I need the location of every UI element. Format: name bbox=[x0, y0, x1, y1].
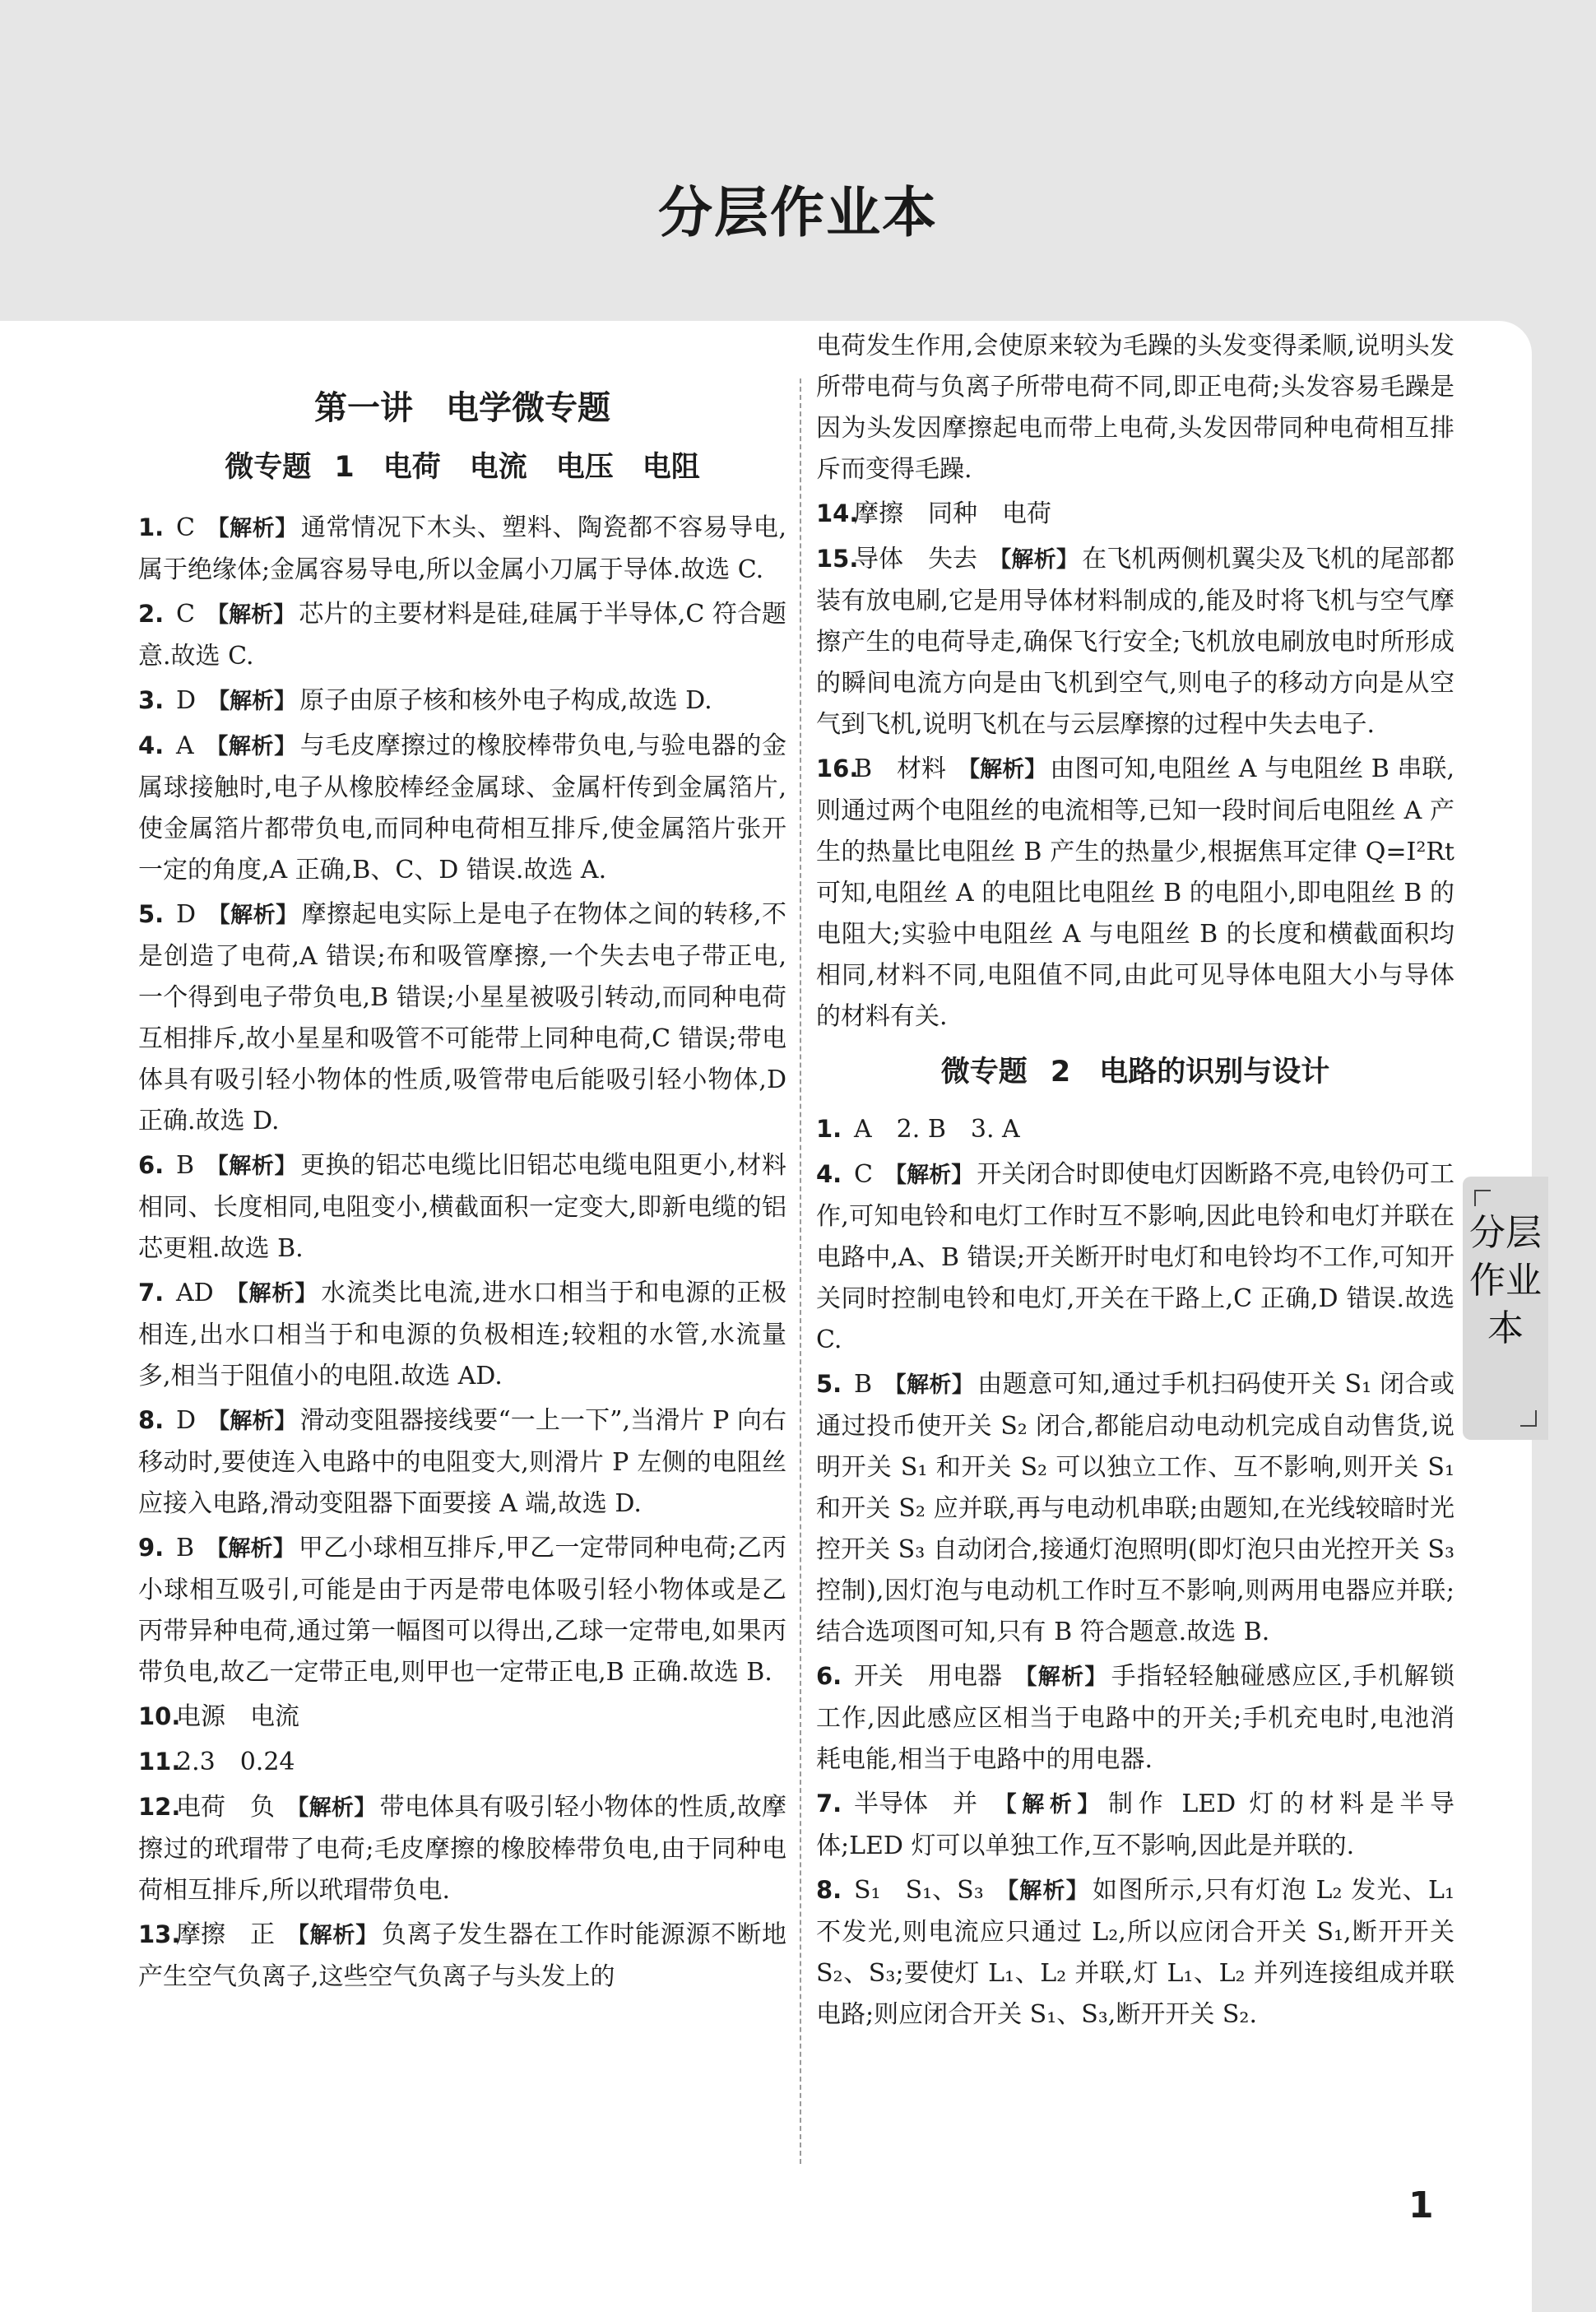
explanation-text: 芯片的主要材料是硅,硅属于半导体,C 符合题意.故选 C. bbox=[138, 600, 787, 671]
answer-value: 2.3 0.24 bbox=[176, 1748, 295, 1776]
explanation-text: 由图可知,电阻丝 A 与电阻丝 B 串联,则通过两个电阻丝的电流相等,已知一段时间后电阻丝 A 产生的热量比电阻丝 B 产生的热量少,根据焦耳定律 Q=I²Rt 可知,电阻丝 A 的电阻比电阻丝 B 的电阻小,即电阻丝 B 的电阻大;实验中电阻丝 A 与电阻丝 B 的长度和横截面积均相同,材料不同,电阻值不同,由此可见导体电阻大小与导体的材料有关. bbox=[816, 754, 1455, 1031]
answer-item bbox=[138, 1741, 786, 1784]
answer-value: A bbox=[176, 731, 194, 760]
item-number: 11. bbox=[138, 1748, 181, 1776]
answer-value: D bbox=[176, 900, 197, 929]
item-number: 16. bbox=[816, 754, 859, 782]
analysis-tag: 【解析】 bbox=[205, 734, 297, 759]
answer-value: C bbox=[176, 600, 195, 629]
answer-item bbox=[138, 725, 786, 891]
explanation-text: 开关闭合时即使电灯因断路不亮,电铃仍可工作,可知电铃和电灯工作时互不影响,因此电铃和电灯并联在电路中,A、B 错误;开关断开时电灯和电铃均不工作,可知开关同时控制电铃和电灯,开关在干路上,C 正确,D 错误.故选 C. bbox=[816, 1160, 1454, 1354]
analysis-tag: 【解析】 bbox=[225, 1281, 318, 1307]
item-number: 5. bbox=[816, 1370, 842, 1398]
item-number: 13. bbox=[138, 1920, 181, 1948]
analysis-tag: 【解析】 bbox=[995, 1878, 1089, 1904]
answer-item bbox=[816, 1154, 1454, 1361]
continued-text: 电荷发生作用,会使原来较为毛躁的头发变得柔顺,说明头发所带电荷与负离子所带电荷不同,即正电荷;头发容易毛躁是因为头发因摩擦起电而带上电荷,头发因带同种电荷相互排斥而变得毛躁. bbox=[816, 332, 1454, 484]
answer-value: B bbox=[176, 1534, 195, 1562]
item-number: 1. bbox=[816, 1115, 842, 1143]
item-number: 4. bbox=[816, 1160, 842, 1188]
bracket-decoration bbox=[1474, 1190, 1491, 1206]
answer-item bbox=[138, 1696, 786, 1739]
analysis-tag: 【解析】 bbox=[206, 602, 296, 628]
explanation-text: 与毛皮摩擦过的橡胶棒带负电,与验电器的金属球接触时,电子从橡胶棒经金属球、金属杆传到金属箔片,使金属箔片都带负电,而同种电荷相互排斥,使金属箔片张开一定的角度,A 正确,B、C、D 错误.故选 A. bbox=[138, 731, 787, 884]
explanation-text: 负离子发生器在工作时能源源不断地产生空气负离子,这些空气负离子与头发上的 bbox=[138, 1920, 786, 1991]
answer-value: C bbox=[176, 513, 195, 542]
answer-item bbox=[816, 748, 1454, 1038]
answer-item bbox=[816, 1108, 1454, 1151]
answer-item bbox=[138, 593, 786, 677]
page-title: 分层作业本 bbox=[658, 181, 938, 244]
item-number: 7. bbox=[816, 1790, 842, 1818]
analysis-tag: 【解析】 bbox=[884, 1163, 974, 1188]
section-side-tab bbox=[1463, 1177, 1548, 1440]
answer-value: 电源 电流 bbox=[176, 1702, 299, 1731]
item-number: 4. bbox=[138, 731, 165, 759]
answer-item bbox=[816, 1869, 1454, 2036]
item-number: 5. bbox=[138, 900, 165, 928]
answer-value: D bbox=[176, 686, 197, 715]
answer-item bbox=[816, 1363, 1454, 1653]
answer-item bbox=[138, 1786, 786, 1911]
answer-item bbox=[138, 1272, 786, 1397]
answer-value: A 2. B 3. A bbox=[854, 1115, 1020, 1144]
answer-value: S₁ S₁、S₃ bbox=[854, 1876, 984, 1905]
explanation-text: 带电体具有吸引轻小物体的性质,故摩擦过的玳瑁带了电荷;毛皮摩擦的橡胶棒带负电,由于同种电荷相互排斥,所以玳瑁带负电. bbox=[138, 1793, 786, 1905]
explanation-text: 滑动变阻器接线要“一上一下”,当滑片 P 向右移动时,要使连入电路中的电阻变大,则滑片 P 左侧的电阻丝应接入电路,滑动变阻器下面要接 A 端,故选 D. bbox=[138, 1406, 787, 1518]
item-number: 6. bbox=[816, 1662, 842, 1690]
analysis-tag: 【解析】 bbox=[206, 1536, 295, 1562]
explanation-text: 手指轻轻触碰感应区,手机解锁工作,因此感应区相当于电路中的开关;手机充电时,电池消耗电能,相当于电路中的用电器. bbox=[816, 1662, 1454, 1774]
answer-value: 开关 用电器 bbox=[854, 1662, 1002, 1691]
analysis-tag: 【解析】 bbox=[206, 1154, 298, 1179]
analysis-tag: 【解析】 bbox=[884, 1372, 975, 1398]
topic-1-title: 微专题 1 电荷 电流 电压 电阻 bbox=[225, 451, 700, 484]
item-number: 8. bbox=[816, 1876, 842, 1904]
topic-2-title: 微专题 2 电路的识别与设计 bbox=[940, 1056, 1330, 1089]
answer-value: 摩擦 正 bbox=[176, 1920, 275, 1949]
item-number: 12. bbox=[138, 1793, 181, 1821]
lecture-title: 第一讲 电学微专题 bbox=[314, 389, 610, 427]
answer-item bbox=[138, 507, 786, 591]
page-number: 1 bbox=[1408, 2184, 1434, 2226]
analysis-tag: 【解析】 bbox=[1014, 1664, 1108, 1690]
explanation-text: 甲乙小球相互排斥,甲乙一定带同种电荷;乙丙小球相互吸引,可能是由于丙是带电体吸引轻小物体或是乙丙带异种电荷,通过第一幅图可以得出,乙球一定带电,如果丙带负电,故乙一定带正电,则甲也一定带正电,B 正确.故选 B. bbox=[138, 1534, 786, 1687]
item-number: 10. bbox=[138, 1702, 181, 1730]
item-number: 14. bbox=[816, 499, 859, 527]
answer-value: B 材料 bbox=[854, 754, 947, 783]
analysis-tag: 【解析】 bbox=[989, 1792, 1106, 1818]
answer-value: C bbox=[854, 1160, 873, 1189]
content-panel bbox=[0, 321, 1532, 2312]
analysis-tag: 【解析】 bbox=[207, 689, 297, 714]
analysis-tag: 【解析】 bbox=[207, 1409, 297, 1434]
answer-value: 半导体 并 bbox=[854, 1790, 977, 1818]
answer-value: B bbox=[176, 1151, 195, 1180]
answer-value: B bbox=[854, 1370, 873, 1399]
answer-item bbox=[816, 493, 1454, 536]
answer-list bbox=[816, 493, 1454, 1038]
answer-value: 导体 失去 bbox=[854, 545, 977, 573]
explanation-text: 制作 LED 灯的材料是半导体;LED 灯可以单独工作,互不影响,因此是并联的. bbox=[816, 1790, 1454, 1860]
answer-item bbox=[816, 1783, 1454, 1867]
answer-value: 电荷 负 bbox=[176, 1793, 275, 1822]
answer-item bbox=[138, 680, 786, 722]
explanation-text: 通常情况下木头、塑料、陶瓷都不容易导电,属于绝缘体;金属容易导电,所以金属小刀属于导体.故选 C. bbox=[138, 513, 786, 584]
item-number: 3. bbox=[138, 686, 165, 714]
answer-item bbox=[138, 1144, 786, 1270]
explanation-text: 摩擦起电实际上是电子在物体之间的转移,不是创造了电荷,A 错误;布和吸管摩擦,一个失去电子带正电,一个得到电子带负电,B 错误;小星星被吸引转动,而同种电荷互相排斥,故小星星和吸管不可能带上同种电荷,C 错误;带电体具有吸引轻小物体的性质,吸管带电后能吸引轻小物体,D 正确.故选 D. bbox=[138, 900, 787, 1135]
answer-item bbox=[138, 1914, 786, 1998]
explanation-text: 水流类比电流,进水口相当于和电源的正极相连,出水口相当于和电源的负极相连;较粗的水管,水流量多,相当于阻值小的电阻.故选 AD. bbox=[138, 1279, 786, 1390]
explanation-text: 如图所示,只有灯泡 L₂ 发光、L₁ 不发光,则电流应只通过 L₂,所以应闭合开关 S₁,断开开关 S₂、S₃;要使灯 L₁、L₂ 并联,灯 L₁、L₂ 并列连接组成并联电路;则应闭合开关 S₁、S₃,断开开关 S₂. bbox=[816, 1876, 1454, 2029]
explanation-text: 由题意可知,通过手机扫码使开关 S₁ 闭合或通过投币使开关 S₂ 闭合,都能启动电动机完成自动售货,说明开关 S₁ 和开关 S₂ 可以独立工作、互不影响,则开关 S₁ 和开关 S₂ 应并联,再与电动机串联;由题知,在光线较暗时光控开关 S₃ 自动闭合,接通灯泡照明(即灯泡只由光控开关 S₃ 控制),因灯泡与电动机工作时互不影响,则两用电器应并联;结合选项图可知,只有 B 符合题意.故选 B. bbox=[816, 1370, 1455, 1646]
right-column bbox=[816, 321, 1454, 2038]
analysis-tag: 【解析】 bbox=[207, 903, 299, 928]
item-number: 6. bbox=[138, 1151, 165, 1179]
analysis-tag: 【解析】 bbox=[206, 516, 298, 541]
item-number: 2. bbox=[138, 600, 165, 628]
explanation-text: 原子由原子核和核外电子构成,故选 D. bbox=[299, 686, 712, 715]
answer-value: D bbox=[176, 1406, 197, 1435]
analysis-tag: 【解析】 bbox=[958, 757, 1047, 782]
analysis-tag: 【解析】 bbox=[286, 1923, 378, 1948]
column-divider bbox=[800, 378, 801, 2164]
analysis-tag: 【解析】 bbox=[286, 1795, 377, 1821]
item-number: 8. bbox=[138, 1406, 165, 1434]
answer-list bbox=[138, 507, 786, 1998]
analysis-tag: 【解析】 bbox=[989, 547, 1079, 573]
answer-value: 摩擦 同种 电荷 bbox=[854, 499, 1051, 528]
explanation-text: 更换的铝芯电缆比旧铝芯电缆电阻更小,材料相同、长度相同,电阻变小,横截面积一定变大,即新电缆的铝芯更粗.故选 B. bbox=[138, 1151, 787, 1263]
item-number: 9. bbox=[138, 1534, 165, 1562]
item-number: 7. bbox=[138, 1279, 165, 1307]
answer-item bbox=[138, 894, 786, 1142]
answer-value: AD bbox=[176, 1279, 214, 1307]
answer-item bbox=[816, 1655, 1454, 1780]
answer-list bbox=[816, 1108, 1454, 2036]
left-column bbox=[138, 321, 786, 2000]
answer-item bbox=[138, 1400, 786, 1525]
side-tab-label: 分层作业本 bbox=[1469, 1212, 1542, 1349]
bracket-decoration bbox=[1520, 1410, 1537, 1427]
answer-item bbox=[138, 1527, 786, 1693]
item-number: 1. bbox=[138, 513, 165, 541]
answer-item bbox=[816, 538, 1454, 745]
page-header bbox=[0, 0, 1596, 321]
item-number: 15. bbox=[816, 545, 859, 573]
explanation-text: 在飞机两侧机翼尖及飞机的尾部都装有放电刷,它是用导体材料制成的,能及时将飞机与空气摩擦产生的电荷导走,确保飞行安全;飞机放电刷放电时所形成的瞬间电流方向是由飞机到空气,则电子的移动方向是从空气到飞机,说明飞机在与云层摩擦的过程中失去电子. bbox=[816, 545, 1455, 739]
